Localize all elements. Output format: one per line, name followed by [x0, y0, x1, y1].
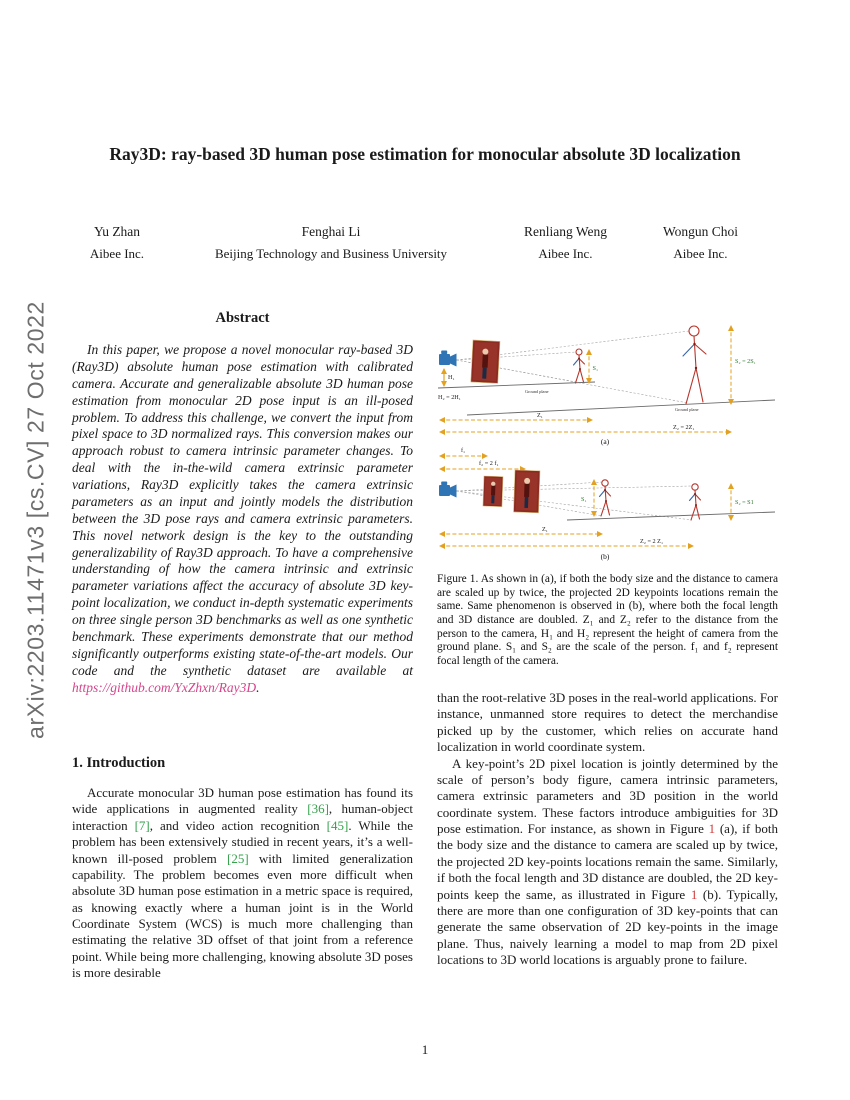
label-f2: f₂ = 2 f₁	[479, 460, 499, 467]
page-number: 1	[421, 1042, 429, 1057]
text-run: . While the problem has been extensively studied in recent years, it’s a well-known ill-posed problem	[72, 817, 413, 866]
subfigure-b-label: (b)	[600, 552, 610, 561]
ground-plane-line-3	[567, 512, 775, 520]
author-affiliation: Beijing Technology and Business University	[214, 246, 448, 262]
author-name: Wongun Choi	[662, 224, 739, 239]
right-column-text	[437, 690, 778, 968]
github-link[interactable]: https://github.com/YxZhxn/Ray3D	[72, 679, 257, 695]
figure1	[437, 312, 778, 669]
author-affiliation: Aibee Inc.	[538, 246, 593, 262]
label-h1: H₁	[448, 374, 455, 381]
text-run: In this paper, we propose a novel monocular ray-based 3D (Ray3D) absolute human pose estimation with calibrated camera. Accurate and generalizable absolute 3D human pose estimation from monocular 2D pose input is an ill-posed problem. To address this challenge, we convert the input from pixel space to 3D normalized rays. This conversion makes our approach robust to camera intrinsic parameter changes. To deal with the in-the-wild camera extrinsic parameter variations, Ray3D explicitly takes the camera extrinsic parameters as an input and jointly models the distribution between the 3D pose rays and camera extrinsic parameters. This novel network design is the key to the outstanding generalizability of Ray3D approach. To have a comprehensive understanding of how the camera intrinsic and extrinsic parameter variations affect the accuracy of absolute 3D key-point localization, we conduct in-depth systematic experiments on three single person 3D benchmarks as well as one synthetic benchmark. These experiments demonstrate that our method significantly outperforms existing state-of-the-art models. Our code and the synthetic dataset are available at	[72, 342, 413, 678]
introduction-paragraph	[72, 785, 413, 982]
figure1-diagram	[437, 312, 778, 564]
label-z1b: Z₁	[542, 526, 548, 533]
ground-plane-label-1: Ground plane	[525, 389, 549, 394]
text-run: Accurate monocular 3D human pose estimation has found its wide applications in augmented reality	[72, 785, 413, 817]
camera-icon	[439, 351, 457, 367]
ground-plane-line-2	[467, 400, 775, 415]
skeleton-b2	[690, 484, 701, 520]
citation-45[interactable]: [45]	[326, 817, 349, 833]
author-name: Yu Zhan	[93, 224, 141, 239]
ground-plane-label-2: Ground plane	[675, 407, 699, 412]
image-plane-photo	[471, 340, 500, 383]
text-run: , and video action recognition	[149, 817, 327, 833]
skeleton-b1	[600, 480, 611, 516]
citation-36[interactable]: [36]	[307, 801, 329, 817]
camera-icon	[439, 482, 457, 498]
abstract-section	[72, 310, 413, 696]
figure1-caption: Figure 1. As shown in (a), if both the body size and the distance to camera are scaled up by twice, the projected 2D keypoints locations remain the same. Same phenomenon is observed in (b), where both the focal length and 3D distance are doubled. Z₁ and Z₂ refer to the distance from the person to the camera, H₁ and H₂ represent the height of camera from the ground plane. S₁ and S₂ are the scale of the person. f₁ and f₂ represent focal length of the camera.	[437, 573, 778, 668]
text-run: , human-object interaction	[72, 801, 413, 833]
introduction-heading: 1. Introduction	[72, 755, 166, 771]
subfigure-a-label: (a)	[600, 437, 610, 446]
abstract-heading: Abstract	[215, 310, 270, 326]
author-affiliation: Aibee Inc.	[89, 246, 145, 262]
subfigure-a	[438, 326, 775, 446]
text-run: with limited generalization capability. The problem becomes even more difficult when absolute 3D human pose estimation in a metric space is required, as knowing exactly where a human joint is in the World Coordinate System (WCS) is much more challenging than estimating the relative 3D offset of that joint from a reference point. While being more challenging, knowing absolute 3D poses is more desirable	[72, 850, 413, 981]
citation-25[interactable]: [25]	[226, 850, 249, 866]
subfigure-b	[439, 447, 775, 561]
text-run: A key-point’s 2D pixel location is jointly determined by the scale of person’s body figure, camera intrinsic parameters, camera extrinsic parameters and 3D position in the world coordinate system. These factors introduce ambiguities for 3D pose estimation. For instance, as shown in Figure	[437, 755, 778, 836]
author-name: Fenghai Li	[301, 224, 361, 239]
paper-title: Ray3D: ray-based 3D human pose estimation for monocular absolute 3D localization	[109, 144, 741, 164]
label-f1: f₁	[461, 447, 466, 454]
author-block-3	[503, 224, 628, 262]
arxiv-watermark: arXiv:2203.11471v3 [cs.CV] 27 Oct 2022	[22, 301, 49, 739]
introduction-section	[72, 755, 413, 982]
label-s1b: S₁	[581, 496, 587, 503]
body-paragraph-2	[437, 756, 778, 969]
body-paragraph-continuation: than the root-relative 3D poses in the real-world applications. For instance, unmanned store requires to detect the merchandise picked up by the customer, which relies on accurate hand localization in world coordinate system.	[437, 690, 778, 755]
label-s1a: S₁	[592, 365, 599, 372]
author-block-2	[176, 224, 486, 262]
abstract-text	[72, 342, 413, 696]
citation-7[interactable]: [7]	[134, 817, 150, 833]
author-affiliation: Aibee Inc.	[673, 246, 728, 262]
figure1-ref[interactable]: 1	[708, 821, 716, 836]
text-run: .	[256, 679, 260, 695]
label-z2b: Z₂ = 2 Z₁	[640, 538, 664, 545]
figure1-ref[interactable]: 1	[690, 886, 698, 902]
text-run: (b). Typically, there are more than one configuration of 3D key-points that can generate the same observation of 2D key-points in the image plane. Thus, naively learning a model to map from 2D pixel locations to 3D world locations is arguably prone to failure.	[437, 886, 778, 967]
label-z1a: Z₁	[537, 412, 543, 419]
image-plane-photo-2	[514, 470, 540, 513]
skeleton-small	[574, 349, 585, 383]
label-s2a: S₂ = 2S₁	[735, 358, 756, 365]
skeleton-large	[683, 326, 706, 404]
text-run: (a), if both the body size and the distance to camera are scaled up by twice, the projected 2D key-points locations remain the same. Similarly, if both the focal length and 3D distance are doubled, the 2D key-points keep the same, as illustrated in Figure	[437, 821, 778, 902]
label-s2b: S₂ = S1	[735, 499, 754, 506]
image-plane-photo-1	[483, 476, 503, 507]
author-block-4	[638, 224, 763, 262]
ground-plane-line-1	[438, 382, 595, 388]
author-block-1	[72, 224, 162, 262]
label-h2: H₂ = 2H₁	[438, 394, 461, 401]
author-name: Renliang Weng	[523, 224, 608, 239]
label-z2a: Z₂ = 2Z₁	[673, 424, 695, 431]
